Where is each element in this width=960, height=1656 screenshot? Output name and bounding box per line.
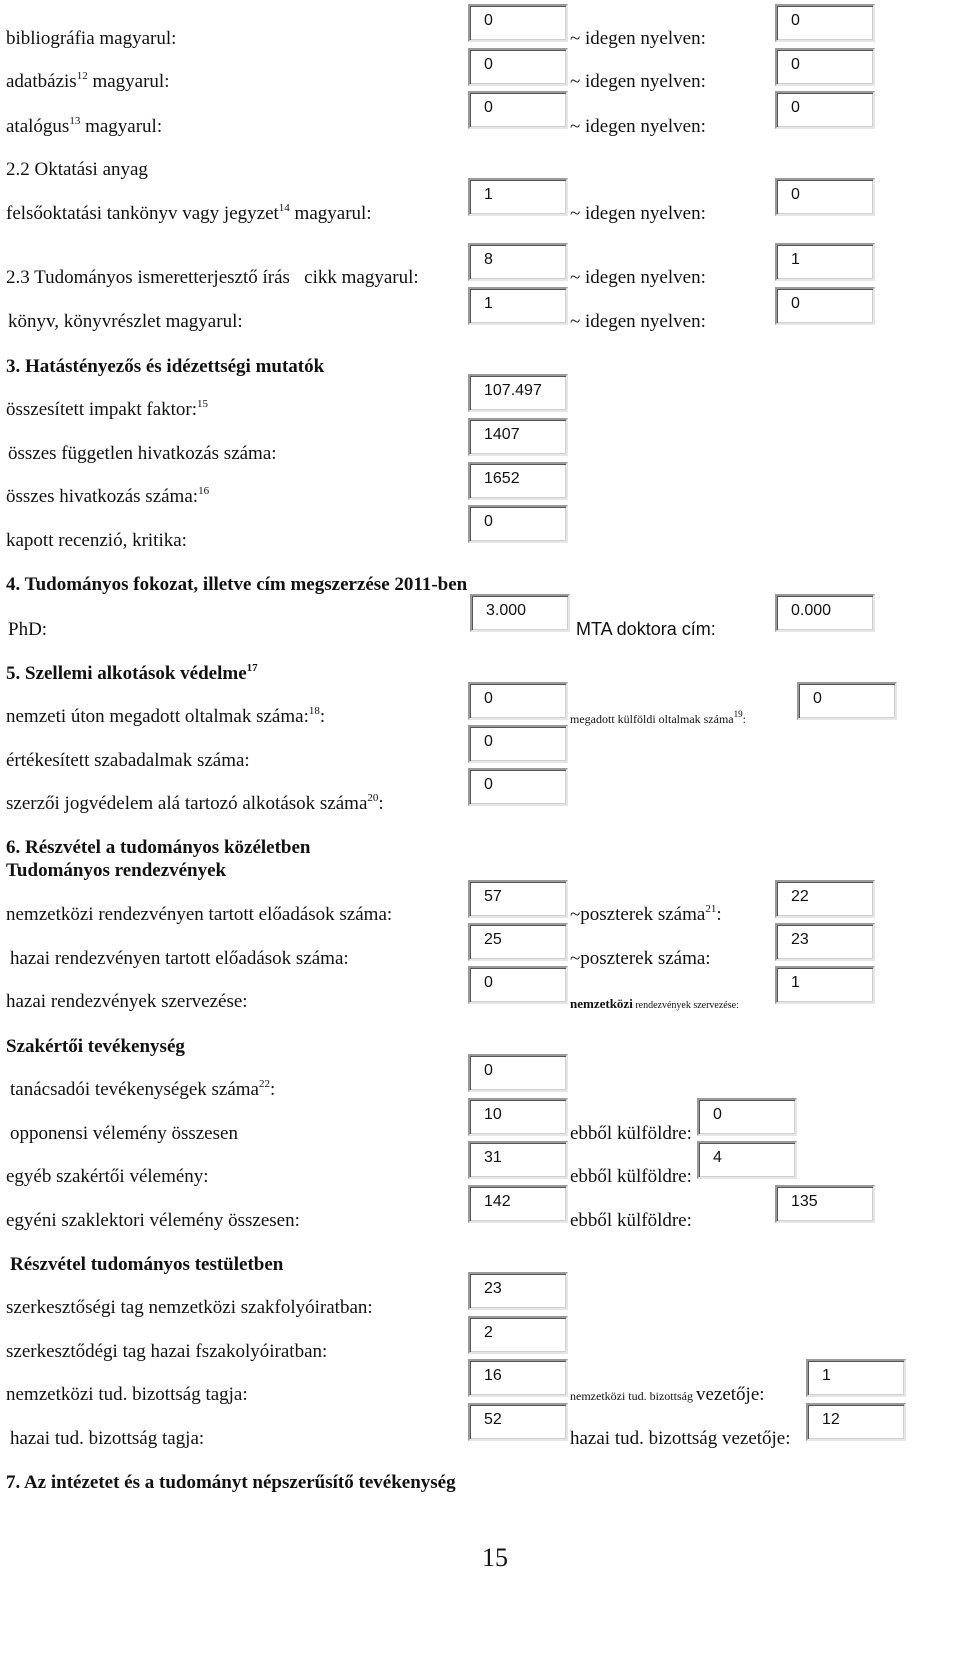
field-value: 2 [484, 1324, 493, 1341]
impakt-label: összesített impakt faktor:$^{15}$ [6, 397, 209, 420]
tanacsadoi-field[interactable] [468, 1054, 568, 1092]
katalogus-hu-field[interactable] [468, 91, 568, 129]
szaklektori-label: egyéni szaklektori vélemény összesen: [6, 1210, 300, 1231]
poszter-label: ~poszterek száma: [570, 948, 711, 969]
field-value: 1 [791, 251, 800, 268]
osszes-hivatkozas-field[interactable] [468, 462, 568, 500]
osszes-hivatkozas-label: összes hivatkozás száma:$^{16}$ [6, 484, 210, 507]
field-value: 16 [484, 1367, 502, 1384]
section-4-heading: 4. Tudományos fokozat, illetve cím megszerzése 2011-ben [6, 574, 468, 595]
field-value: 23 [791, 931, 809, 948]
field-value: 0 [791, 186, 800, 203]
kulfoldi-oltalom-label: megadott külföldi oltalmak száma$^{19}$: [570, 709, 746, 726]
recenzio-field[interactable] [468, 505, 568, 543]
szerk-hazai-label: szerkesztődégi tag hazai fszakolyóiratban: [6, 1341, 328, 1362]
szaklektori-kulfold-field[interactable] [775, 1185, 875, 1223]
phd-label: PhD: [8, 619, 48, 640]
opponensi-field[interactable] [468, 1098, 568, 1136]
hazai-eloadas-label: hazai rendezvényen tartott előadások száma: [10, 948, 349, 969]
section-5-heading: 5. Szellemi alkotások védelme$^{17}$ [6, 661, 258, 684]
nk-eloadas-field[interactable] [468, 880, 568, 918]
kulfoldi-oltalom-field[interactable] [797, 682, 897, 720]
bibliografia-label: bibliográfia magyarul: [6, 28, 177, 49]
field-value: 0 [791, 295, 800, 312]
fuggetlen-hivatkozas-field[interactable] [468, 418, 568, 456]
nemzeti-oltalom-field[interactable] [468, 682, 568, 720]
adatbazis-foreign-field[interactable] [775, 48, 875, 86]
field-value: 0 [484, 690, 493, 707]
rendezvenyek-subheading: Tudományos rendezvények [6, 860, 227, 881]
field-value: 8 [484, 251, 493, 268]
phd-field[interactable] [470, 594, 570, 632]
opponensi-label: opponensi vélemény összesen [10, 1123, 238, 1144]
idegen-label: ~ idegen nyelven: [570, 203, 706, 224]
field-value: 1 [822, 1367, 831, 1384]
section-6-heading: 6. Részvétel a tudományos közéletben [6, 837, 311, 858]
felsooktatasi-hu-field[interactable] [468, 178, 568, 216]
ebbol-kulfoldre-label: ebből külföldre: [570, 1123, 692, 1144]
konyv-hu-field[interactable] [468, 287, 568, 325]
cikk-foreign-field[interactable] [775, 243, 875, 281]
field-value: 0 [484, 733, 493, 750]
field-value: 1 [484, 295, 493, 312]
bibliografia-foreign-field[interactable] [775, 4, 875, 42]
field-value: 0 [813, 690, 822, 707]
field-value: 135 [791, 1193, 818, 1210]
testulet-heading: Részvétel tudományos testületben [10, 1254, 284, 1275]
ebbol-kulfoldre-label: ebből külföldre: [570, 1210, 692, 1231]
egyeb-szakertoi-label: egyéb szakértői vélemény: [6, 1166, 209, 1187]
page-number: 15 [482, 1543, 508, 1572]
field-value: 12 [822, 1411, 840, 1428]
idegen-label: ~ idegen nyelven: [570, 267, 706, 288]
idegen-label: ~ idegen nyelven: [570, 311, 706, 332]
nemzeti-oltalom-label: nemzeti úton megadott oltalmak száma:$^{18}$: [6, 704, 326, 727]
hazai-szervezes-label: hazai rendezvények szervezése: [6, 991, 248, 1012]
nk-szervezes-label: nemzetközi rendezvények szervezése: [570, 996, 739, 1011]
konyv-label: könyv, könyvrészlet magyarul: [8, 311, 243, 332]
impakt-field[interactable] [468, 374, 568, 412]
szerk-nk-field[interactable] [468, 1272, 568, 1310]
field-value: 0 [484, 99, 493, 116]
section-2-2-heading: 2.2 Oktatási anyag [6, 159, 148, 180]
nk-bizottsag-label: nemzetközi tud. bizottság tagja: [6, 1384, 248, 1405]
field-value: 0 [484, 513, 493, 530]
field-value: 0 [791, 99, 800, 116]
mta-doktora-label: MTA doktora cím: [576, 619, 716, 639]
hazai-bizottsag-label: hazai tud. bizottság tagja: [10, 1428, 205, 1449]
nk-bizottsag-vezeto-field[interactable] [806, 1359, 906, 1397]
konyv-foreign-field[interactable] [775, 287, 875, 325]
katalogus-foreign-field[interactable] [775, 91, 875, 129]
field-value: 1407 [484, 426, 520, 443]
field-value: 1652 [484, 470, 520, 487]
katalogus-label: atalógus$^{13}$ magyarul: [6, 114, 163, 137]
fuggetlen-hivatkozas-label: összes független hivatkozás száma: [8, 443, 277, 464]
field-value: 3.000 [486, 602, 527, 619]
field-value: 25 [484, 931, 502, 948]
recenzio-label: kapott recenzió, kritika: [6, 530, 187, 551]
szaklektori-field[interactable] [468, 1185, 568, 1223]
hazai-bizottsag-field[interactable] [468, 1403, 568, 1441]
tanacsadoi-label: tanácsadói tevékenységek száma$^{22}$: [10, 1077, 276, 1100]
field-value: 23 [484, 1280, 502, 1297]
field-value: 0.000 [791, 602, 832, 619]
field-value: 1 [484, 186, 493, 203]
felsooktatasi-foreign-field[interactable] [775, 178, 875, 216]
field-value: 31 [484, 1149, 502, 1166]
hazai-poszter-field[interactable] [775, 923, 875, 961]
szerzoi-jog-field[interactable] [468, 768, 568, 806]
ertekesitett-label: értékesített szabadalmak száma: [6, 750, 250, 771]
opponensi-kulfold-field[interactable] [697, 1098, 797, 1136]
poszter-label: ~poszterek száma$^{21}$: [570, 902, 722, 925]
idegen-label: ~ idegen nyelven: [570, 28, 706, 49]
nk-bizottsag-vezeto-label: nemzetközi tud. bizottság vezetője: [570, 1384, 765, 1405]
szerzoi-jog-label: szerzői jogvédelem alá tartozó alkotások száma$^{20}$: [6, 791, 384, 814]
hazai-bizottsag-vezeto-field[interactable] [806, 1403, 906, 1441]
nk-poszter-field[interactable] [775, 880, 875, 918]
egyeb-szakertoi-field[interactable] [468, 1141, 568, 1179]
nk-szervezes-field[interactable] [775, 966, 875, 1004]
felsooktatasi-label: felsőoktatási tankönyv vagy jegyzet$^{14}$ magyarul: [6, 201, 372, 224]
field-value: 0 [791, 56, 800, 73]
field-value: 57 [484, 888, 502, 905]
mta-doktora-field[interactable] [775, 594, 875, 632]
field-value: 0 [484, 1062, 493, 1079]
hazai-bizottsag-vezeto-label: hazai tud. bizottság vezetője: [570, 1428, 791, 1449]
field-value: 4 [713, 1149, 722, 1166]
szakertoi-heading: Szakértői tevékenység [6, 1036, 185, 1057]
field-value: 10 [484, 1106, 502, 1123]
field-value: 142 [484, 1193, 511, 1210]
nk-bizottsag-field[interactable] [468, 1359, 568, 1397]
field-value: 107.497 [484, 382, 542, 399]
szerk-nk-label: szerkesztőségi tag nemzetközi szakfolyóiratban: [6, 1297, 373, 1318]
nk-eloadas-label: nemzetközi rendezvényen tartott előadások száma: [6, 904, 393, 925]
section-3-heading: 3. Hatástényezős és idézettségi mutatók [6, 356, 325, 377]
field-value: 0 [484, 776, 493, 793]
szerk-hazai-field[interactable] [468, 1316, 568, 1354]
field-value: 0 [713, 1106, 722, 1123]
field-value: 0 [484, 974, 493, 991]
field-value: 22 [791, 888, 809, 905]
field-value: 0 [791, 12, 800, 29]
cikk-hu-field[interactable] [468, 243, 568, 281]
hazai-szervezes-field[interactable] [468, 966, 568, 1004]
field-value: 52 [484, 1411, 502, 1428]
adatbazis-label: adatbázis$^{12}$ magyarul: [6, 69, 170, 92]
ismeretterjeszto-cikk-label: 2.3 Tudományos ismeretterjesztő írás cikk magyarul: [6, 267, 419, 288]
egyeb-kulfold-field[interactable] [697, 1141, 797, 1179]
section-7-heading: 7. Az intézetet és a tudományt népszerűsítő tevékenység [6, 1472, 456, 1493]
ebbol-kulfoldre-label: ebből külföldre: [570, 1166, 692, 1187]
field-value: 0 [484, 12, 493, 29]
field-value: 1 [791, 974, 800, 991]
adatbazis-hu-field[interactable] [468, 48, 568, 86]
idegen-label: ~ idegen nyelven: [570, 116, 706, 137]
hazai-eloadas-field[interactable] [468, 923, 568, 961]
idegen-label: ~ idegen nyelven: [570, 71, 706, 92]
field-value: 0 [484, 56, 493, 73]
bibliografia-hu-field[interactable] [468, 4, 568, 42]
ertekesitett-field[interactable] [468, 725, 568, 763]
